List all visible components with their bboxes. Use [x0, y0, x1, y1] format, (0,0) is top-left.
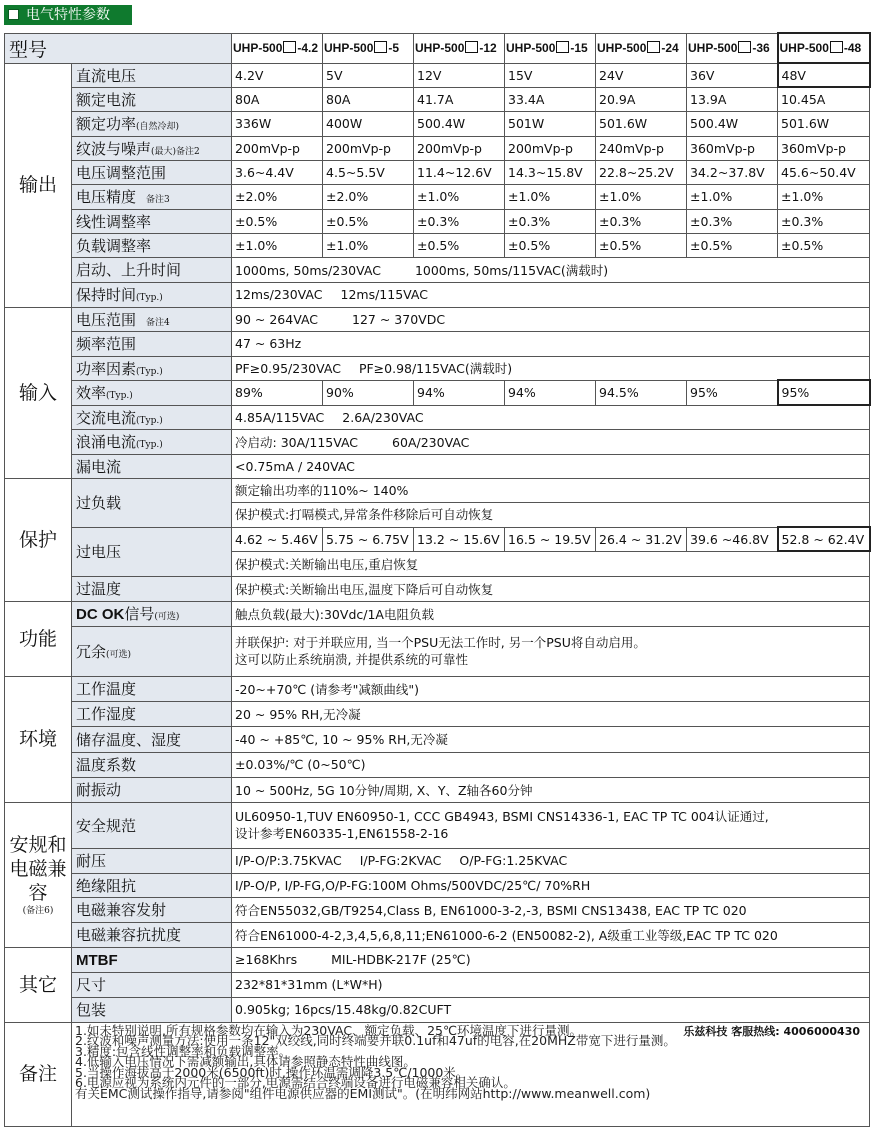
value-cell: 12ms/230VAC 12ms/115VAC — [232, 282, 870, 307]
value-cell: 400W — [323, 111, 414, 136]
value-cell: ±0.5% — [596, 233, 687, 257]
value-cell: ±0.3% — [596, 209, 687, 233]
row-label: 纹波与噪声(最大)备注2 — [72, 136, 232, 160]
row-label: 工作温度 — [72, 676, 232, 701]
value-cell: 336W — [232, 111, 323, 136]
row-label: 线性调整率 — [72, 209, 232, 233]
value-cell: ±0.03%/℃ (0~50℃) — [232, 752, 870, 777]
value-cell: 90% — [323, 380, 414, 405]
value-cell: 39.6 ~46.8V — [687, 527, 778, 551]
spec-table — [4, 32, 871, 1127]
row-label: 绝缘阻抗 — [72, 873, 232, 897]
row-label: 电压精度 备注3 — [72, 184, 232, 209]
value-cell: I/P-O/P:3.75KVAC I/P-FG:2KVAC O/P-FG:1.25KVAC — [232, 848, 870, 873]
value-cell: 24V — [596, 63, 687, 87]
model-label: 型号 — [5, 33, 232, 63]
row-label: 电压调整范围 — [72, 160, 232, 184]
value-cell: PF≥0.95/230VAC PF≥0.98/115VAC(满载时) — [232, 356, 870, 380]
row-label: 电磁兼容抗扰度 — [72, 922, 232, 947]
value-cell: 14.3~15.8V — [505, 160, 596, 184]
note-line: 4.低输入电压情况下需减额输出,具体请参照静态特性曲线图。 — [75, 1054, 416, 1070]
value-cell: 3.6~4.4V — [232, 160, 323, 184]
value-cell: 4.5~5.5V — [323, 160, 414, 184]
value-cell: I/P-O/P, I/P-FG,O/P-FG:100M Ohms/500VDC/25℃/ 70%RH — [232, 873, 870, 897]
value-cell: 11.4~12.6V — [414, 160, 505, 184]
value-cell: 保护模式:打嗝模式,异常条件移除后可自动恢复 — [232, 502, 870, 527]
value-cell: ±0.5% — [505, 233, 596, 257]
row-label: 负载调整率 — [72, 233, 232, 257]
value-cell: 80A — [323, 87, 414, 111]
value-cell: ±1.0% — [414, 184, 505, 209]
value-cell: 501W — [505, 111, 596, 136]
hotline-text: 乐兹科技 客服热线: 4006000430 — [683, 1024, 861, 1038]
row-label: 频率范围 — [72, 331, 232, 356]
value-cell: ±0.5% — [687, 233, 778, 257]
row-label: 电压范围 备注4 — [72, 307, 232, 331]
value-cell: 45.6~50.4V — [778, 160, 870, 184]
row-label: 电磁兼容发射 — [72, 897, 232, 922]
note-line: 1.如未特别说明,所有规格参数均在输入为230VAC、额定负载、25℃环境温度下进行量测。 — [75, 1022, 583, 1038]
section-input: 输入 — [5, 307, 72, 478]
value-cell: 4.62 ~ 5.46V — [232, 527, 323, 551]
value-cell: 52.8 ~ 62.4V — [778, 527, 870, 551]
value-cell: 36V — [687, 63, 778, 87]
value-cell: 501.6W — [778, 111, 870, 136]
value-cell: 232*81*31mm (L*W*H) — [232, 972, 870, 997]
value-cell: 500.4W — [414, 111, 505, 136]
value-cell: 95% — [687, 380, 778, 405]
value-cell: ±2.0% — [232, 184, 323, 209]
value-cell: 500.4W — [687, 111, 778, 136]
value-cell: 94.5% — [596, 380, 687, 405]
value-cell: 触点负载(最大):30Vdc/1A电阻负载 — [232, 601, 870, 626]
value-cell: 4.85A/115VAC 2.6A/230VAC — [232, 405, 870, 429]
section-output: 输出 — [5, 63, 72, 307]
value-cell: 16.5 ~ 19.5V — [505, 527, 596, 551]
row-label: 浪涌电流(Typ.) — [72, 429, 232, 454]
value-cell: ±0.3% — [778, 209, 870, 233]
value-cell: 10.45A — [778, 87, 870, 111]
checkbox-icon — [8, 9, 19, 20]
row-label: 尺寸 — [72, 972, 232, 997]
value-cell: 20 ~ 95% RH,无冷凝 — [232, 701, 870, 726]
value-cell: ±1.0% — [778, 184, 870, 209]
notes-cell — [72, 1022, 870, 1126]
value-cell: 48V — [778, 63, 870, 87]
value-cell: 89% — [232, 380, 323, 405]
value-cell: 26.4 ~ 31.2V — [596, 527, 687, 551]
value-cell: -40 ~ +85℃, 10 ~ 95% RH,无冷凝 — [232, 726, 870, 752]
note-line: 6.电源应视为系统内元件的一部分,电源需结合终端设备进行电磁兼容相关确认。 — [75, 1075, 516, 1091]
value-cell: 额定输出功率的110%~ 140% — [232, 478, 870, 502]
row-label: 保持时间(Typ.) — [72, 282, 232, 307]
value-cell: 360mVp-p — [687, 136, 778, 160]
row-label: 额定电流 — [72, 87, 232, 111]
value-cell: ≥168Khrs MIL-HDBK-217F (25℃) — [232, 947, 870, 972]
model-cell: UHP-500 -36 — [687, 33, 778, 63]
value-cell: 360mVp-p — [778, 136, 870, 160]
section-others: 其它 — [5, 947, 72, 1022]
value-cell: 冷启动: 30A/115VAC 60A/230VAC — [232, 429, 870, 454]
row-label: 效率(Typ.) — [72, 380, 232, 405]
section-notes: 备注 — [5, 1022, 72, 1126]
row-label: 漏电流 — [72, 454, 232, 478]
value-cell: 13.9A — [687, 87, 778, 111]
value-cell: 保护模式:关断输出电压,温度下降后可自动恢复 — [232, 576, 870, 601]
value-cell: 41.7A — [414, 87, 505, 111]
row-label: 过电压 — [72, 527, 232, 576]
value-cell: 200mVp-p — [323, 136, 414, 160]
value-cell: ±1.0% — [323, 233, 414, 257]
value-cell: 5.75 ~ 6.75V — [323, 527, 414, 551]
value-cell: 33.4A — [505, 87, 596, 111]
value-cell: ±1.0% — [596, 184, 687, 209]
value-cell: 15V — [505, 63, 596, 87]
value-cell: ±0.5% — [414, 233, 505, 257]
row-label: 耐压 — [72, 848, 232, 873]
model-cell: UHP-500 -15 — [505, 33, 596, 63]
row-label: 工作湿度 — [72, 701, 232, 726]
section-header-title: 电气特性参数 — [26, 7, 110, 23]
row-label: 温度系数 — [72, 752, 232, 777]
value-cell: ±2.0% — [323, 184, 414, 209]
value-cell: 94% — [414, 380, 505, 405]
row-label: 直流电压 — [72, 63, 232, 87]
row-label: 启动、上升时间 — [72, 257, 232, 282]
model-cell: UHP-500 -48 — [778, 33, 870, 63]
row-label: 额定功率(自然冷却) — [72, 111, 232, 136]
value-cell: 200mVp-p — [232, 136, 323, 160]
value-cell: ±0.5% — [778, 233, 870, 257]
value-cell: 12V — [414, 63, 505, 87]
value-cell: 47 ~ 63Hz — [232, 331, 870, 356]
value-cell: 240mVp-p — [596, 136, 687, 160]
value-cell: ±0.5% — [232, 209, 323, 233]
row-label: 耐振动 — [72, 777, 232, 802]
row-label: 包装 — [72, 997, 232, 1022]
value-cell: 22.8~25.2V — [596, 160, 687, 184]
row-label: 过负载 — [72, 478, 232, 527]
model-cell: UHP-500 -4.2 — [232, 33, 323, 63]
value-cell: 5V — [323, 63, 414, 87]
value-cell: -20~+70℃ (请参考"减额曲线") — [232, 676, 870, 701]
value-cell: 符合EN61000-4-2,3,4,5,6,8,11;EN61000-6-2 (EN50082-2), A级重工业等级,EAC TP TC 020 — [232, 922, 870, 947]
row-label: MTBF — [72, 947, 232, 972]
value-cell: ±0.3% — [505, 209, 596, 233]
value-cell: 20.9A — [596, 87, 687, 111]
model-row — [5, 33, 870, 63]
value-cell: ±1.0% — [232, 233, 323, 257]
row-label: DC OK信号(可选) — [72, 601, 232, 626]
value-cell: 1000ms, 50ms/230VAC 1000ms, 50ms/115VAC(满载时) — [232, 257, 870, 282]
row-label: 冗余(可选) — [72, 626, 232, 676]
value-cell: ±0.3% — [687, 209, 778, 233]
value-cell: 13.2 ~ 15.6V — [414, 527, 505, 551]
value-cell: 200mVp-p — [505, 136, 596, 160]
model-cell: UHP-500 -12 — [414, 33, 505, 63]
row-label: 功率因素(Typ.) — [72, 356, 232, 380]
value-cell: 501.6W — [596, 111, 687, 136]
value-cell: 95% — [778, 380, 870, 405]
section-function: 功能 — [5, 601, 72, 676]
value-cell: <0.75mA / 240VAC — [232, 454, 870, 478]
value-cell: 90 ~ 264VAC 127 ~ 370VDC — [232, 307, 870, 331]
value-cell: 并联保护: 对于并联应用, 当一个PSU无法工作时, 另一个PSU将自动启用。 这可以防止系统崩溃, 并提供系统的可靠性 — [232, 626, 870, 676]
value-cell: 34.2~37.8V — [687, 160, 778, 184]
value-cell: 80A — [232, 87, 323, 111]
section-safety-emc: 安规和电磁兼容 (备注6) — [5, 802, 72, 947]
value-cell: 200mVp-p — [414, 136, 505, 160]
row-label: 交流电流(Typ.) — [72, 405, 232, 429]
value-cell: ±1.0% — [687, 184, 778, 209]
value-cell: 10 ~ 500Hz, 5G 10分钟/周期, X、Y、Z轴各60分钟 — [232, 777, 870, 802]
model-cell: UHP-500 -24 — [596, 33, 687, 63]
value-cell: 符合EN55032,GB/T9254,Class B, EN61000-3-2,-3, BSMI CNS13438, EAC TP TC 020 — [232, 897, 870, 922]
value-cell: 94% — [505, 380, 596, 405]
value-cell: 0.905kg; 16pcs/15.48kg/0.82CUFT — [232, 997, 870, 1022]
row-label: 过温度 — [72, 576, 232, 601]
value-cell: 4.2V — [232, 63, 323, 87]
section-header — [4, 5, 132, 25]
value-cell: ±0.5% — [323, 209, 414, 233]
note-line: 有关EMC测试操作指导,请参阅"组件电源供应器的EMI测试"。(在明纬网站http://www.meanwell.com) — [75, 1086, 651, 1102]
note-line: 3.精度:包含线性调整率和负载调整率。 — [75, 1043, 292, 1059]
value-cell: ±0.3% — [414, 209, 505, 233]
section-environment: 环境 — [5, 676, 72, 802]
model-cell: UHP-500 -5 — [323, 33, 414, 63]
section-protection: 保护 — [5, 478, 72, 601]
value-cell: UL60950-1,TUV EN60950-1, CCC GB4943, BSMI CNS14336-1, EAC TP TC 004认证通过, 设计参考EN60335-1,EN61558-2-16 — [232, 802, 870, 848]
note-line: 5.当操作海拔高于2000米(6500ft)时,操作环温需调降3.5℃/1000米。 — [75, 1064, 469, 1080]
row-label: 安全规范 — [72, 802, 232, 848]
value-cell: ±1.0% — [505, 184, 596, 209]
row-label: 储存温度、湿度 — [72, 726, 232, 752]
note-line: 2.纹波和噪声测量方法:使用一条12"双绞线,同时终端要并联0.1uf和47uf的电容,在20MHZ带宽下进行量测。 — [75, 1033, 676, 1049]
value-cell: 保护模式:关断输出电压,重启恢复 — [232, 551, 870, 576]
